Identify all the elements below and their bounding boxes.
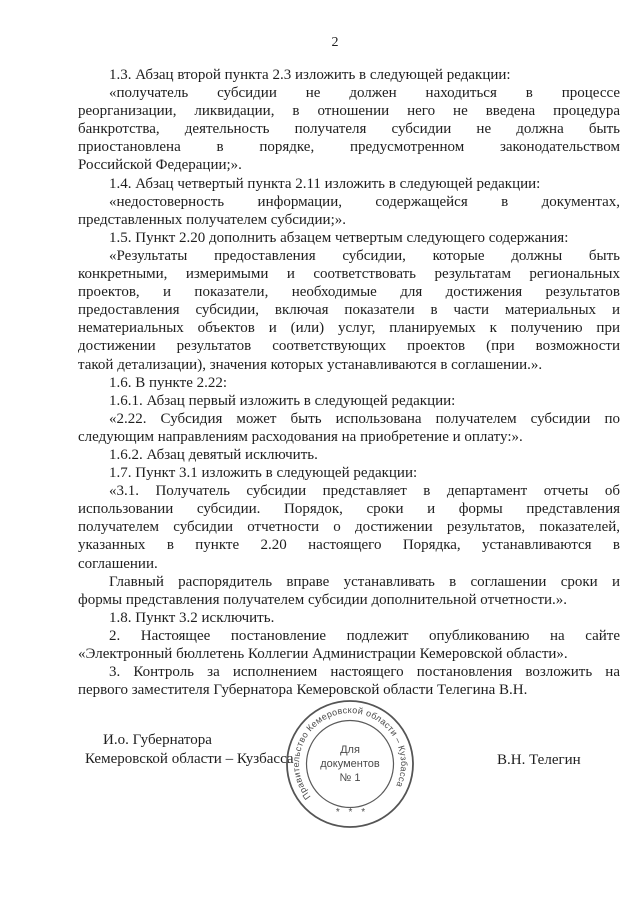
document-body [78, 66, 620, 699]
signature-title [85, 731, 294, 768]
paragraph-1-6-1: 1.6.1. Абзац первый изложить в следующей редакции: [109, 392, 456, 409]
stamp-center-line3: № 1 [339, 772, 361, 784]
paragraph-3-1-quote-2: Главный распорядитель вправе устанавливать в соглашении сроки и формы представления получателем субсидии дополнительной отчетности.». [78, 573, 620, 608]
signature-name: В.Н. Телегин [497, 752, 581, 768]
signature-title-line1: И.о. Губернатора [103, 732, 212, 748]
paragraph-1-4: 1.4. Абзац четвертый пункта 2.11 изложить в следующей редакции: [109, 175, 541, 192]
paragraph-1-6-1-quote: «2.22. Субсидия может быть использована получателем субсидии по следующим направлениям расходования на приобретение и оплату:». [78, 410, 620, 445]
paragraph-1-4-quote: «недостоверность информации, содержащейся в документах, представленных получателем субсидии;». [78, 193, 620, 228]
page-number: 2 [331, 35, 339, 50]
paragraph-3: 3. Контроль за исполнением настоящего постановления возложить на первого заместителя Губернатора Кемеровской области Телегина В.Н. [78, 664, 620, 699]
stamp-stars: * * * [335, 807, 369, 818]
official-stamp [282, 696, 418, 832]
stamp-center-line1: Для [340, 744, 360, 756]
paragraph-3-1-quote: «3.1. Получатель субсидии представляет в департамент отчеты об использовании субсидии. Порядок, сроки и формы представления получателем субсидии отчетности о достижении результатов, показателей, указанных в пункте 2.20 настоящего Порядка, устанавливаются в соглашении. [78, 483, 620, 572]
paragraph-1-5-quote: «Результаты предоставления субсидии, которые должны быть конкретными, измеримыми и соответствовать результатам региональных проектов, и показатели, необходимые для достижения результатов предоставления субсидии, включая показатели в части материальных и нематериальных объектов и (или) услуг, планируемых к получению при достижении результатов соответствующих проектов (при возможности такой детализации), значения которых устанавливаются в соглашении.». [78, 247, 620, 373]
signature-title-line2: Кемеровской области – Кузбасса [85, 750, 294, 767]
paragraph-1-7: 1.7. Пункт 3.1 изложить в следующей редакции: [109, 465, 418, 482]
paragraph-1-3-quote: «получатель субсидии не должен находиться в процессе реорганизации, ликвидации, в отношении него не введена процедура банкротства, деятельность получателя субсидии не должна быть приостановлена в порядке, предусмотренном законодательством Российской Федерации;». [78, 85, 620, 174]
paragraph-1-3: 1.3. Абзац второй пункта 2.3 изложить в следующей редакции: [109, 67, 511, 83]
paragraph-2: 2. Настоящее постановление подлежит опубликованию на сайте «Электронный бюллетень Коллегии Администрации Кемеровской области». [78, 627, 620, 662]
paragraph-1-6: 1.6. В пункте 2.22: [109, 374, 228, 391]
stamp-center-line2: документов [320, 758, 380, 770]
paragraph-1-5: 1.5. Пункт 2.20 дополнить абзацем четвертым следующего содержания: [109, 229, 569, 246]
paragraph-1-6-2: 1.6.2. Абзац девятый исключить. [109, 446, 318, 463]
stamp-ring-text: Правительство Кемеровской области – Кузбасса [290, 705, 410, 802]
paragraph-1-8: 1.8. Пункт 3.2 исключить. [109, 609, 275, 626]
